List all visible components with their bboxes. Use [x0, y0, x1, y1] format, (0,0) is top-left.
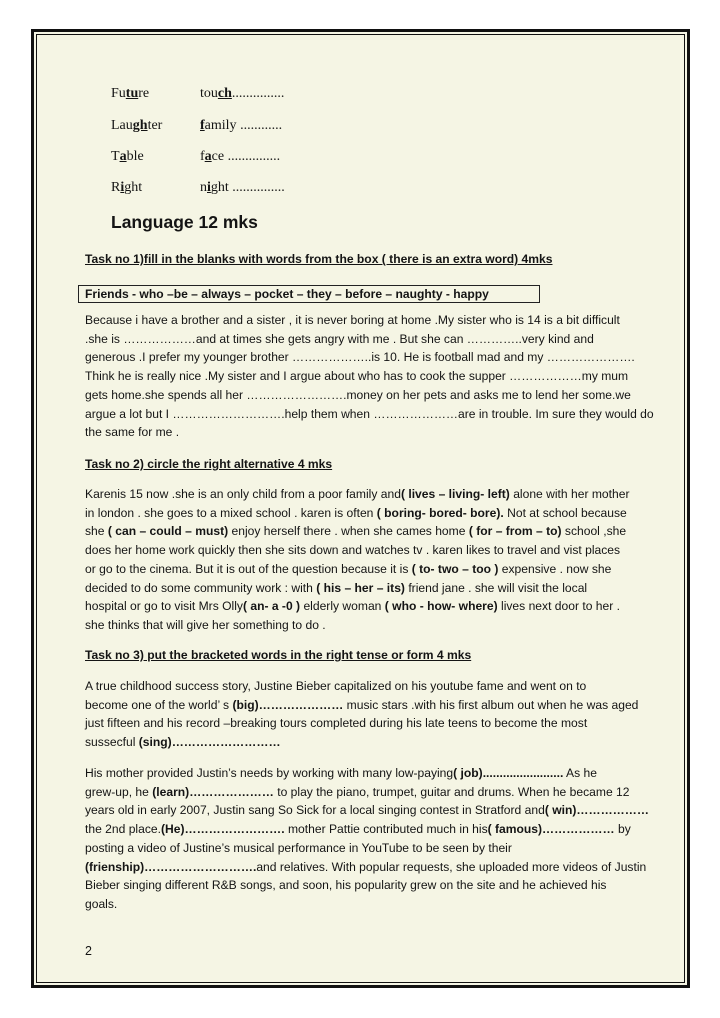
word-left: Laughter	[111, 118, 163, 133]
line-text: to play the piano, trumpet, guitar and drums. When he became 12	[273, 784, 630, 799]
word-right: face ...............	[200, 149, 281, 164]
bracketed-option: (He)…………………….	[160, 822, 285, 837]
line-text: A true childhood success story, Justine Bieber capitalized on his youtube fame and went on to	[85, 679, 587, 693]
bracketed-option: ( job)........................	[453, 766, 564, 780]
line-text: decided to do some community work : with	[85, 580, 317, 595]
text-line	[85, 820, 637, 839]
page-number: 2	[85, 944, 92, 958]
task1-heading: Task no 1)fill in the blanks with words from the box ( there is an extra word) 4mks	[85, 252, 553, 266]
text-line	[85, 504, 637, 523]
text-line: Because i have a brother and a sister , it is never boring at home .My sister who is 14 is a bit difficult	[85, 313, 620, 327]
bracketed-option: ( an- a -0 )	[242, 599, 301, 614]
line-text: Not at school because	[503, 505, 627, 520]
line-text: does her home work quickly then she sits down and watches tv . karen likes to travel and vist places	[85, 543, 621, 558]
line-text: she thinks that will give her something to do .	[85, 617, 326, 632]
bracketed-option: ( lives – living- left)	[400, 487, 510, 501]
line-text: Bieber singing different R&B songs, and soon, his popularity grew on the site and he achieved his	[85, 878, 607, 893]
text-line	[85, 783, 637, 802]
line-text: expensive . now she	[498, 561, 612, 576]
text-line	[85, 839, 637, 858]
line-text: school ,she	[561, 524, 627, 539]
bracketed-option: ( boring- bored- bore).	[376, 505, 504, 520]
text-line	[85, 876, 637, 895]
word-box: Friends - who –be – always – pocket – they – before – naughty - happy	[78, 285, 540, 303]
line-text: in london . she goes to a mixed school . karen is often	[85, 505, 377, 520]
text-line	[85, 522, 637, 541]
bracketed-option: (frienship)……………………….	[85, 859, 257, 874]
task3-paragraph-2	[85, 764, 649, 914]
line-text: sussecful	[85, 735, 139, 750]
line-text: alone with her mother	[509, 487, 630, 501]
task2-paragraph	[85, 485, 637, 635]
text-line	[85, 579, 637, 598]
word-right: family ............	[200, 118, 283, 133]
text-line	[85, 696, 637, 715]
text-line	[85, 597, 637, 616]
bracketed-option: ( his – her – its)	[316, 580, 405, 595]
line-text: Karenis 15 now .she is an only child from a poor family and	[85, 487, 401, 501]
line-text: become one of the world’ s	[85, 697, 233, 712]
line-text: As he	[563, 766, 597, 780]
text-line	[85, 733, 637, 752]
line-text: elderly woman	[300, 599, 385, 614]
text-line	[85, 560, 637, 579]
task3-heading: Task no 3) put the bracketed words in the right tense or form 4 mks	[85, 648, 472, 662]
text-line: .she is ………………and at times she gets angry with me . But she can …………..very kind and	[85, 331, 594, 346]
text-line	[85, 616, 637, 635]
word-right: night ...............	[200, 180, 285, 195]
line-text: mother Pattie contributed much in his	[284, 822, 488, 837]
word-left: Future	[111, 86, 150, 101]
task3-paragraph-1	[85, 677, 637, 752]
line-text: the 2nd place.	[85, 822, 161, 837]
text-line	[85, 677, 637, 696]
text-line	[85, 541, 637, 560]
bracketed-option: ( win)………………	[544, 803, 649, 818]
bracketed-option: ( famous)………………	[487, 822, 615, 837]
line-text: grew-up, he	[85, 784, 153, 799]
bracketed-option: ( to- two – too )	[411, 561, 499, 576]
line-text: lives next door to her .	[497, 599, 620, 614]
text-line	[85, 764, 637, 783]
line-text: or go to the cinema. But it is out of the question because it is	[85, 561, 412, 576]
text-line	[85, 714, 637, 733]
line-text: friend jane . she will visit the local	[404, 580, 588, 595]
text-line: Think he is really nice .My sister and I argue about who has to cook the supper ………………my mum	[85, 369, 629, 384]
text-line: argue a lot but I ……………………….help them when …………………are in trouble. Im sure they would do	[85, 406, 654, 421]
line-text: she	[85, 524, 108, 539]
line-text: music stars .with his first album out when he was aged	[343, 697, 639, 712]
text-line: gets home.she spends all her …………………….money on her pets and asks me to lend her some.we	[85, 387, 631, 402]
word-left: Table	[111, 149, 144, 164]
word-left: Right	[111, 180, 143, 195]
text-line: the same for me .	[85, 425, 180, 440]
bracketed-option: (big)…………………	[232, 697, 344, 712]
line-text: enjoy herself there . when she cames home	[228, 524, 469, 539]
task1-paragraph	[85, 311, 654, 442]
line-text: by	[614, 822, 631, 837]
line-text: years old in early 2007, Justin sang So Sick for a local singing contest in Stratford and	[85, 803, 545, 818]
text-line	[85, 858, 647, 877]
bracketed-option: (sing)………………………	[138, 735, 281, 750]
bracketed-option: ( who - how- where)	[384, 599, 498, 614]
bracketed-option: (learn)…………………	[152, 784, 274, 799]
text-line	[85, 801, 649, 820]
task2-heading: Task no 2) circle the right alternative 4 mks	[85, 457, 333, 471]
line-text: just fifteen and his record –breaking tours completed during his late teens to become the most	[85, 716, 588, 731]
word-right: touch...............	[200, 86, 285, 101]
bracketed-option: ( can – could – must)	[107, 524, 229, 539]
line-text: and relatives. With popular requests, she uploaded more videos of Justin	[256, 859, 647, 874]
line-text: posting a video of Justine’s musical performance in YouTube to be seen by their	[85, 840, 512, 855]
section-title: Language 12 mks	[111, 212, 258, 232]
line-text: goals.	[85, 896, 118, 911]
bracketed-option: ( for – from – to)	[468, 524, 562, 539]
text-line	[85, 485, 637, 504]
line-text: hospital or go to visit Mrs Olly	[85, 599, 243, 614]
text-line: generous .I prefer my younger brother ………………..is 10. He is football mad and my ………………….	[85, 350, 635, 365]
text-line	[85, 895, 637, 914]
line-text: His mother provided Justin’s needs by working with many low-paying	[85, 766, 454, 780]
